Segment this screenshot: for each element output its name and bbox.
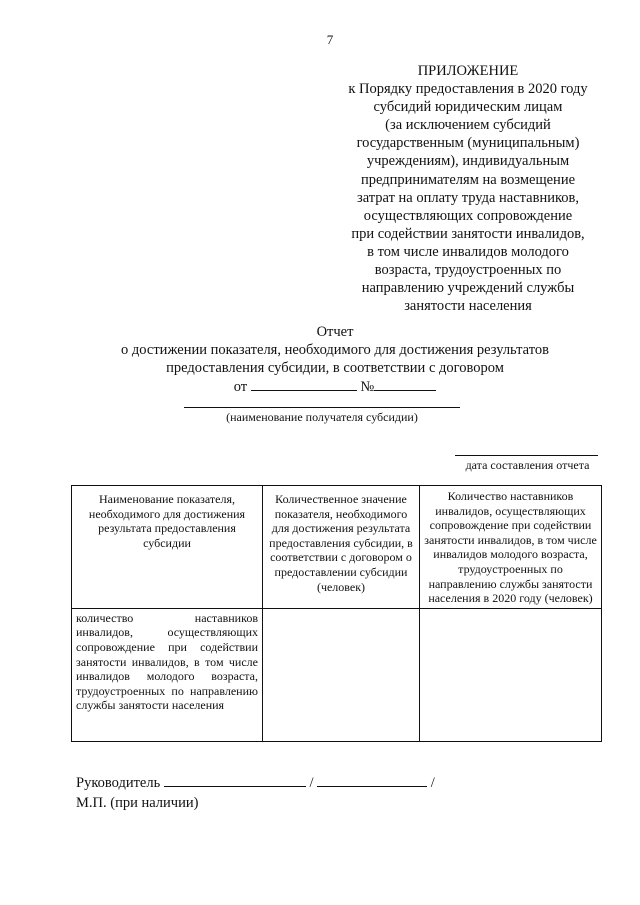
appendix-title: ПРИЛОЖЕНИЕ [417, 63, 519, 79]
table-row [72, 608, 602, 741]
recipient-name-field[interactable] [184, 407, 460, 408]
report-title: Отчет [316, 324, 354, 340]
head-name-field[interactable] [317, 773, 427, 787]
page-number: 7 [326, 32, 334, 47]
signature-block [76, 773, 435, 813]
appendix-line: (за исключением субсидий [385, 117, 551, 134]
report-date-field[interactable] [455, 455, 598, 456]
report-subtitle-line2: предоставления субсидии, в соответствии с договором [166, 360, 504, 376]
appendix-line: предпринимателям на возмещение [360, 171, 576, 188]
appendix-line: к Порядку предоставления в 2020 году [348, 81, 588, 98]
appendix-block [318, 62, 618, 315]
appendix-line: государственным (муниципальным) [356, 135, 580, 152]
header-planned-value: Количественное значение показателя, необходимого для достижения результата предоставления субсидии, в соответствии с договором о предоставлении субсидии (человек) [263, 486, 420, 609]
appendix-line: в том числе инвалидов молодого [367, 243, 569, 260]
from-label: от [233, 379, 248, 395]
appendix-line: при содействии занятости инвалидов, [351, 225, 585, 242]
head-signature-line [76, 773, 435, 793]
appendix-line: возраста, трудоустроенных по [374, 262, 562, 279]
recipient-caption: (наименование получателя субсидии) [226, 410, 418, 424]
header-actual-value: Количество наставников инвалидов, осуществляющих сопровождение при содействии занятости инвалидов, в том числе инвалидов молодого возраста, трудоустроенных по направлению службы занятости населения в 2020 году (человек) [420, 486, 602, 609]
head-label: Руководитель [76, 775, 161, 791]
appendix-line: занятости населения [404, 298, 532, 315]
contract-number-field[interactable] [374, 377, 436, 391]
head-signature-field[interactable] [164, 773, 306, 787]
appendix-line: учреждениям), индивидуальным [366, 153, 570, 170]
slash-separator: / [430, 775, 435, 791]
header-indicator-name: Наименование показателя, необходимого для достижения результата предоставления субсидии [72, 486, 263, 609]
indicator-table [71, 485, 602, 742]
actual-value-cell[interactable] [420, 608, 602, 741]
planned-value-cell[interactable] [263, 608, 420, 741]
appendix-line: субсидий юридическим лицам [373, 99, 563, 116]
report-subtitle-line1: о достижении показателя, необходимого для достижения результатов [121, 342, 549, 358]
appendix-line: направлению учреждений службы [361, 280, 575, 297]
number-label: № [360, 379, 375, 395]
appendix-line: осуществляющих сопровождение [363, 207, 573, 224]
slash-separator: / [309, 775, 314, 791]
report-date-caption: дата составления отчета [465, 458, 590, 472]
appendix-line: затрат на оплату труда наставников, [356, 189, 580, 206]
contract-date-field[interactable] [251, 377, 357, 391]
table-header-row [72, 486, 602, 609]
report-heading [40, 323, 630, 396]
contract-date-number-line [40, 377, 630, 396]
stamp-note: М.П. (при наличии) [76, 795, 199, 811]
indicator-name-cell: количество наставников инвалидов, осуществляющих сопровождение при содействии занятости инвалидов, в том числе инвалидов молодого возраста, трудоустроенных по направлению службы занятости населения [72, 608, 263, 741]
